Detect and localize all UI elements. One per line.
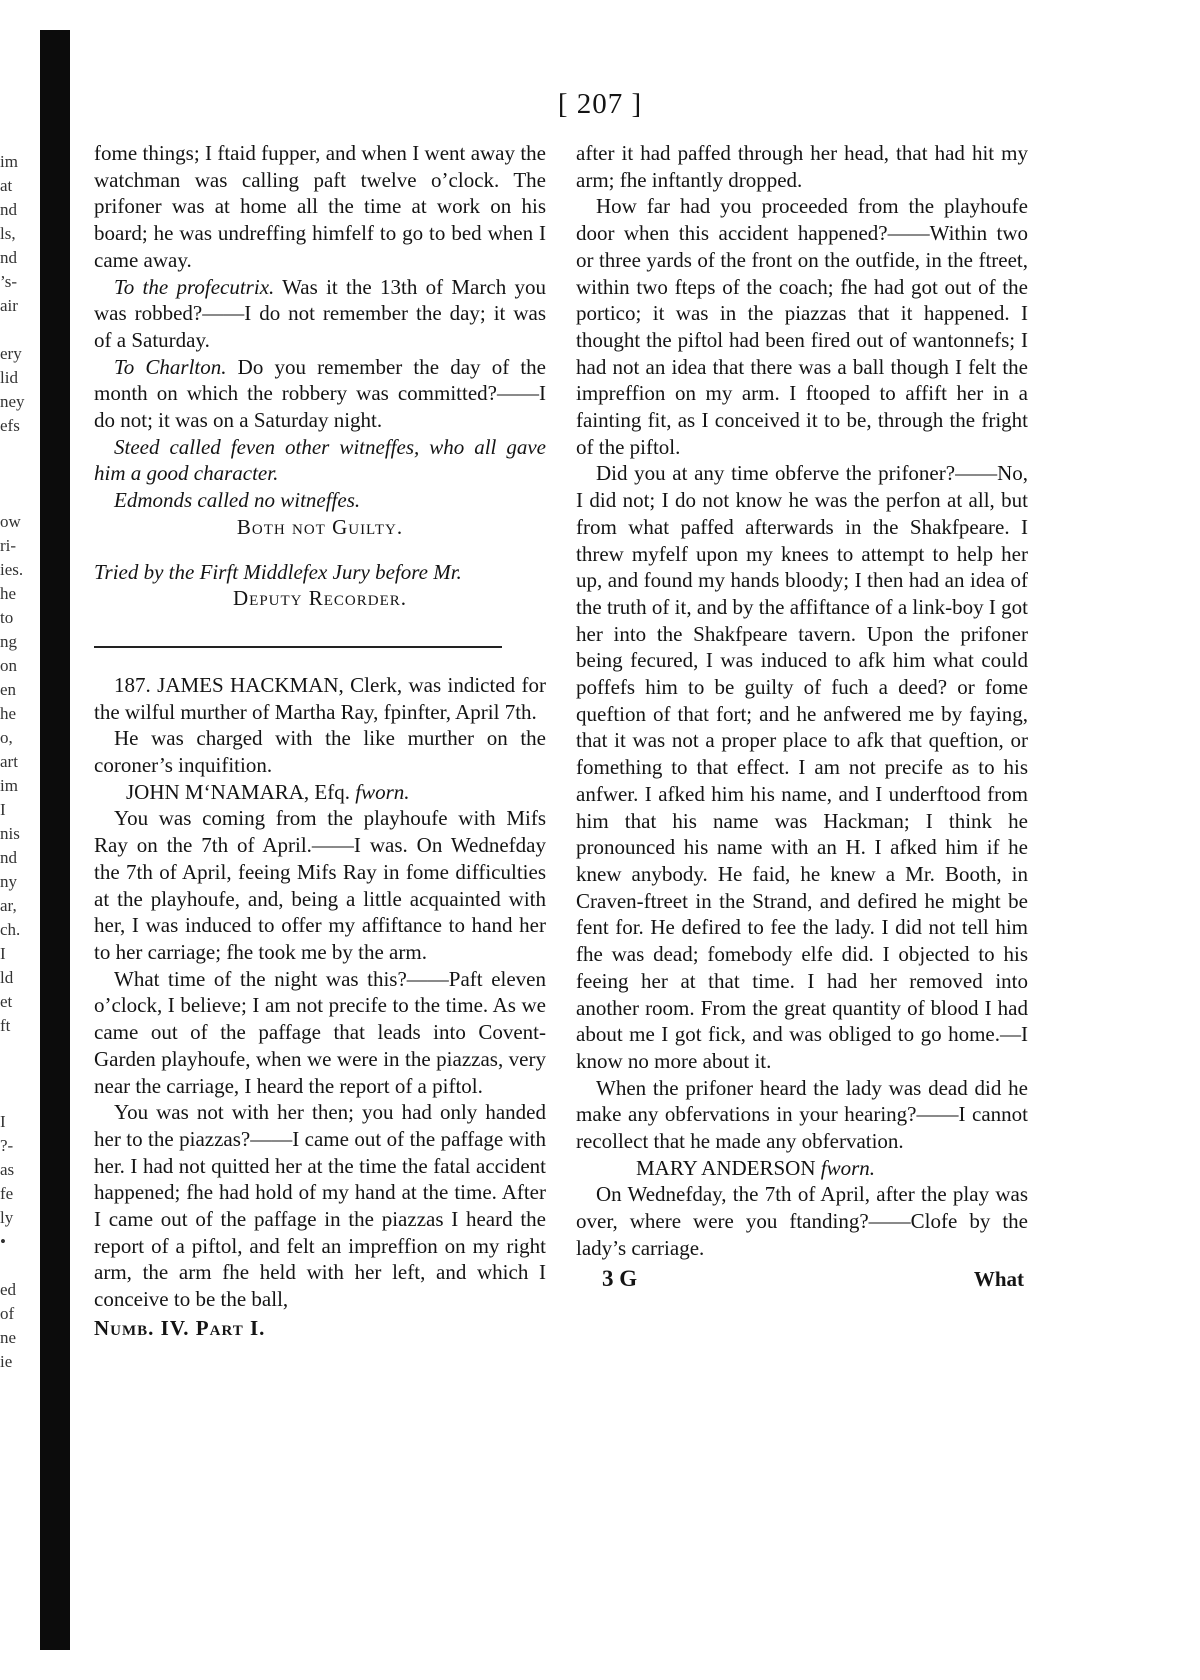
bleed-fragment: ery xyxy=(0,344,22,363)
paragraph xyxy=(94,274,546,354)
bleed-fragment: • xyxy=(0,1232,6,1251)
right-column xyxy=(576,140,1028,1293)
bleed-fragment: ar, xyxy=(0,896,17,915)
bleed-fragment xyxy=(0,438,36,462)
recorder-line: Deputy Recorder. xyxy=(232,586,407,611)
issue-footer: Numb. IV. Part I. xyxy=(94,1315,266,1340)
section-divider xyxy=(94,646,502,648)
bleed-fragment: lid xyxy=(0,368,18,387)
paragraph: after it had paffed through her head, that had hit my arm; fhe inftantly dropped. xyxy=(576,141,1028,192)
witness-heading xyxy=(94,779,546,806)
bleed-fragment: I xyxy=(0,1112,6,1131)
bleed-fragment: et xyxy=(0,992,13,1011)
facing-page-bleed xyxy=(0,150,36,1374)
bleed-fragment xyxy=(0,1254,36,1278)
tried-line: Tried by the Firft Middlefex Jury before Mr. xyxy=(94,559,462,584)
page-number: [ 207 ] xyxy=(557,88,643,120)
bleed-fragment: ch. xyxy=(0,920,21,939)
bleed-fragment: im xyxy=(0,152,18,171)
page-footer xyxy=(576,1266,1028,1293)
bleed-fragment: he xyxy=(0,584,17,603)
bleed-fragment: ft xyxy=(0,1016,11,1035)
paragraph-text: Was it the 13th of March you was robbed?——I do not remember the day; it was of a Saturday. xyxy=(94,274,546,352)
bleed-fragment xyxy=(0,1086,36,1110)
sworn-label: fworn. xyxy=(820,1155,876,1180)
book-spine-shadow xyxy=(40,30,70,1650)
catchword: What xyxy=(973,1266,1024,1291)
bleed-fragment xyxy=(0,1038,36,1062)
bleed-fragment: to xyxy=(0,608,14,627)
case-text: Clerk, was indicted for the wilful murther of Martha Ray, fpinfter, April 7th. xyxy=(94,672,547,724)
speaker-direction: To the profecutrix. xyxy=(114,274,275,299)
paragraph: fome things; I ftaid fupper, and when I went away the watchman was calling paft twelve o’clock. The prifoner was at home all the time at work on his board; he was undreffing himfelf to go to bed when I came away. xyxy=(94,141,546,272)
left-column xyxy=(94,140,546,1342)
witness-name: JOHN M‘NAMARA, Efq. xyxy=(126,779,350,804)
bleed-fragment: o, xyxy=(0,728,13,747)
bleed-fragment: im xyxy=(0,776,18,795)
paragraph: You was not with her then; you had only handed her to the piazzas?——I came out of the paffage with her. I had not quitted her at the time the fatal accident happened; fhe had hold of my hand at the time. After I came out of the paffage in the piazzas I heard the report of a piftol, and felt an impreffion on my right arm, the arm fhe held with her left, and which I conceive to be the ball, xyxy=(94,1100,546,1312)
paragraph-text: Do you remember the day of the month on which the robbery was committed?——I do not; it was on a Saturday night. xyxy=(94,354,546,433)
paragraph: He was charged with the like murther on the coroner’s inquifition. xyxy=(94,726,546,778)
paragraph: You was coming from the playhoufe with Mifs Ray on the 7th of April.——I was. On Wednefday the 7th of April, feeing Mifs Ray in fome difficulties at the playhoufe, and, being a little acquainted with her, I was induced to offer my affiftance to hand her to her carriage; fhe took me by the arm. xyxy=(94,806,546,964)
paragraph: How far had you proceeded from the playhoufe door when this accident happened?——Within two or three yards of the front on the outfide, in the ftreet, within two fteps of the coach; fhe had got out of the portico; it was in the piazzas that it happened. I thought the piftol had been fired out of wantonnefs; I had not an idea that there was a ball though I felt the impreffion on my arm. I ftooped to affift her in a fainting fit, as I conceived it to be, through the fright of the piftol. xyxy=(576,194,1028,459)
bleed-fragment: ie xyxy=(0,1352,13,1371)
paragraph: On Wednefday, the 7th of April, after the play was over, where were you ftanding?——Clofe by the lady’s carriage. xyxy=(576,1182,1028,1260)
bleed-fragment xyxy=(0,318,36,342)
bleed-fragment: at xyxy=(0,176,13,195)
bleed-fragment: ri- xyxy=(0,536,17,555)
paragraph: What time of the night was this?——Paft eleven o’clock, I believe; I am not precife to the time. As we came out of the paffage that leads into Covent-Garden playhoufe, when we were in the piazzas, very near the carriage, I heard the report of a piftol. xyxy=(94,966,546,1098)
bleed-fragment: art xyxy=(0,752,18,771)
bleed-fragment: of xyxy=(0,1304,15,1323)
bleed-fragment: ng xyxy=(0,632,17,651)
bleed-fragment: ’s- xyxy=(0,272,17,291)
signature-mark: 3 G xyxy=(602,1265,638,1291)
bleed-fragment: ed xyxy=(0,1280,17,1299)
bleed-fragment: ow xyxy=(0,512,21,531)
bleed-fragment: nd xyxy=(0,200,17,219)
paragraph: When the prifoner heard the lady was dead did he make any obfervations in your hearing?——I cannot recollect that he made any obfervation. xyxy=(576,1075,1028,1154)
bleed-fragment: I xyxy=(0,800,6,819)
bleed-fragment: ny xyxy=(0,872,17,891)
paragraph: Edmonds called no witneffes. xyxy=(114,488,361,513)
verdict: Both not Guilty. xyxy=(236,514,404,539)
sworn-label: fworn. xyxy=(355,779,410,804)
bleed-fragment: ney xyxy=(0,392,25,411)
bleed-fragment: ls, xyxy=(0,224,16,243)
bleed-fragment: ?- xyxy=(0,1136,14,1155)
witness-name: MARY ANDERSON xyxy=(636,1155,816,1180)
bleed-fragment: fe xyxy=(0,1184,14,1203)
bleed-fragment: ld xyxy=(0,968,14,987)
case-number: 187. xyxy=(114,672,151,697)
bleed-fragment: ne xyxy=(0,1328,17,1347)
bleed-fragment: nd xyxy=(0,248,17,267)
bleed-fragment: nd xyxy=(0,848,17,867)
bleed-fragment: as xyxy=(0,1160,15,1179)
paragraph: Did you at any time obferve the prifoner?——No, I did not; I do not know he was the perfon at all, but from what paffed afterwards in the Shakfpeare. I threw myfelf upon my knees to attempt to help her up, and found my hands bloody; I then had an idea of the truth of it, and by the affiftance of a link-boy I got her into the Shakfpeare tavern. Upon the prifoner being fecured, I was induced to afk him what could poffefs him to be guilty of fuch a deed? or fome queftion of that fort; and he anfwered me by faying, that it was not a proper place to afk that queftion, or fomething to that effect. I am not precife as to his anfwer. I afked him his name, and I underftood from him that his name was Hackman; I think he pronounced his name with an H. I afked him if he knew anybody. He faid, he knew a Mr. Booth, in Craven-ftreet in the Strand, and defired he might be fent for. He defired to fee the lady. I did not tell him fhe was dead; fomebody elfe did. I objected to his feeing her at that time. I had her removed into another room. From the great quantity of blood I had about me I got fick, and was obliged to go home.—I know no more about it. xyxy=(576,461,1028,1073)
bleed-fragment: ies. xyxy=(0,560,24,579)
bleed-fragment xyxy=(0,486,36,510)
case-name: JAMES HACKMAN, xyxy=(157,672,344,697)
bleed-fragment xyxy=(0,462,36,486)
bleed-fragment: on xyxy=(0,656,17,675)
witness-heading xyxy=(576,1155,1028,1182)
bleed-fragment: he xyxy=(0,704,17,723)
bleed-fragment: en xyxy=(0,680,17,699)
speaker-direction: To Charlton. xyxy=(114,354,227,379)
paragraph: Steed called feven other witneffes, who all gave him a good character. xyxy=(94,434,546,486)
bleed-fragment: efs xyxy=(0,416,20,435)
bleed-fragment: air xyxy=(0,296,18,315)
paragraph xyxy=(94,354,546,434)
bleed-fragment: ly xyxy=(0,1208,14,1227)
bleed-fragment: I xyxy=(0,944,6,963)
case-heading xyxy=(94,672,546,725)
bleed-fragment xyxy=(0,1062,36,1086)
bleed-fragment: nis xyxy=(0,824,20,843)
